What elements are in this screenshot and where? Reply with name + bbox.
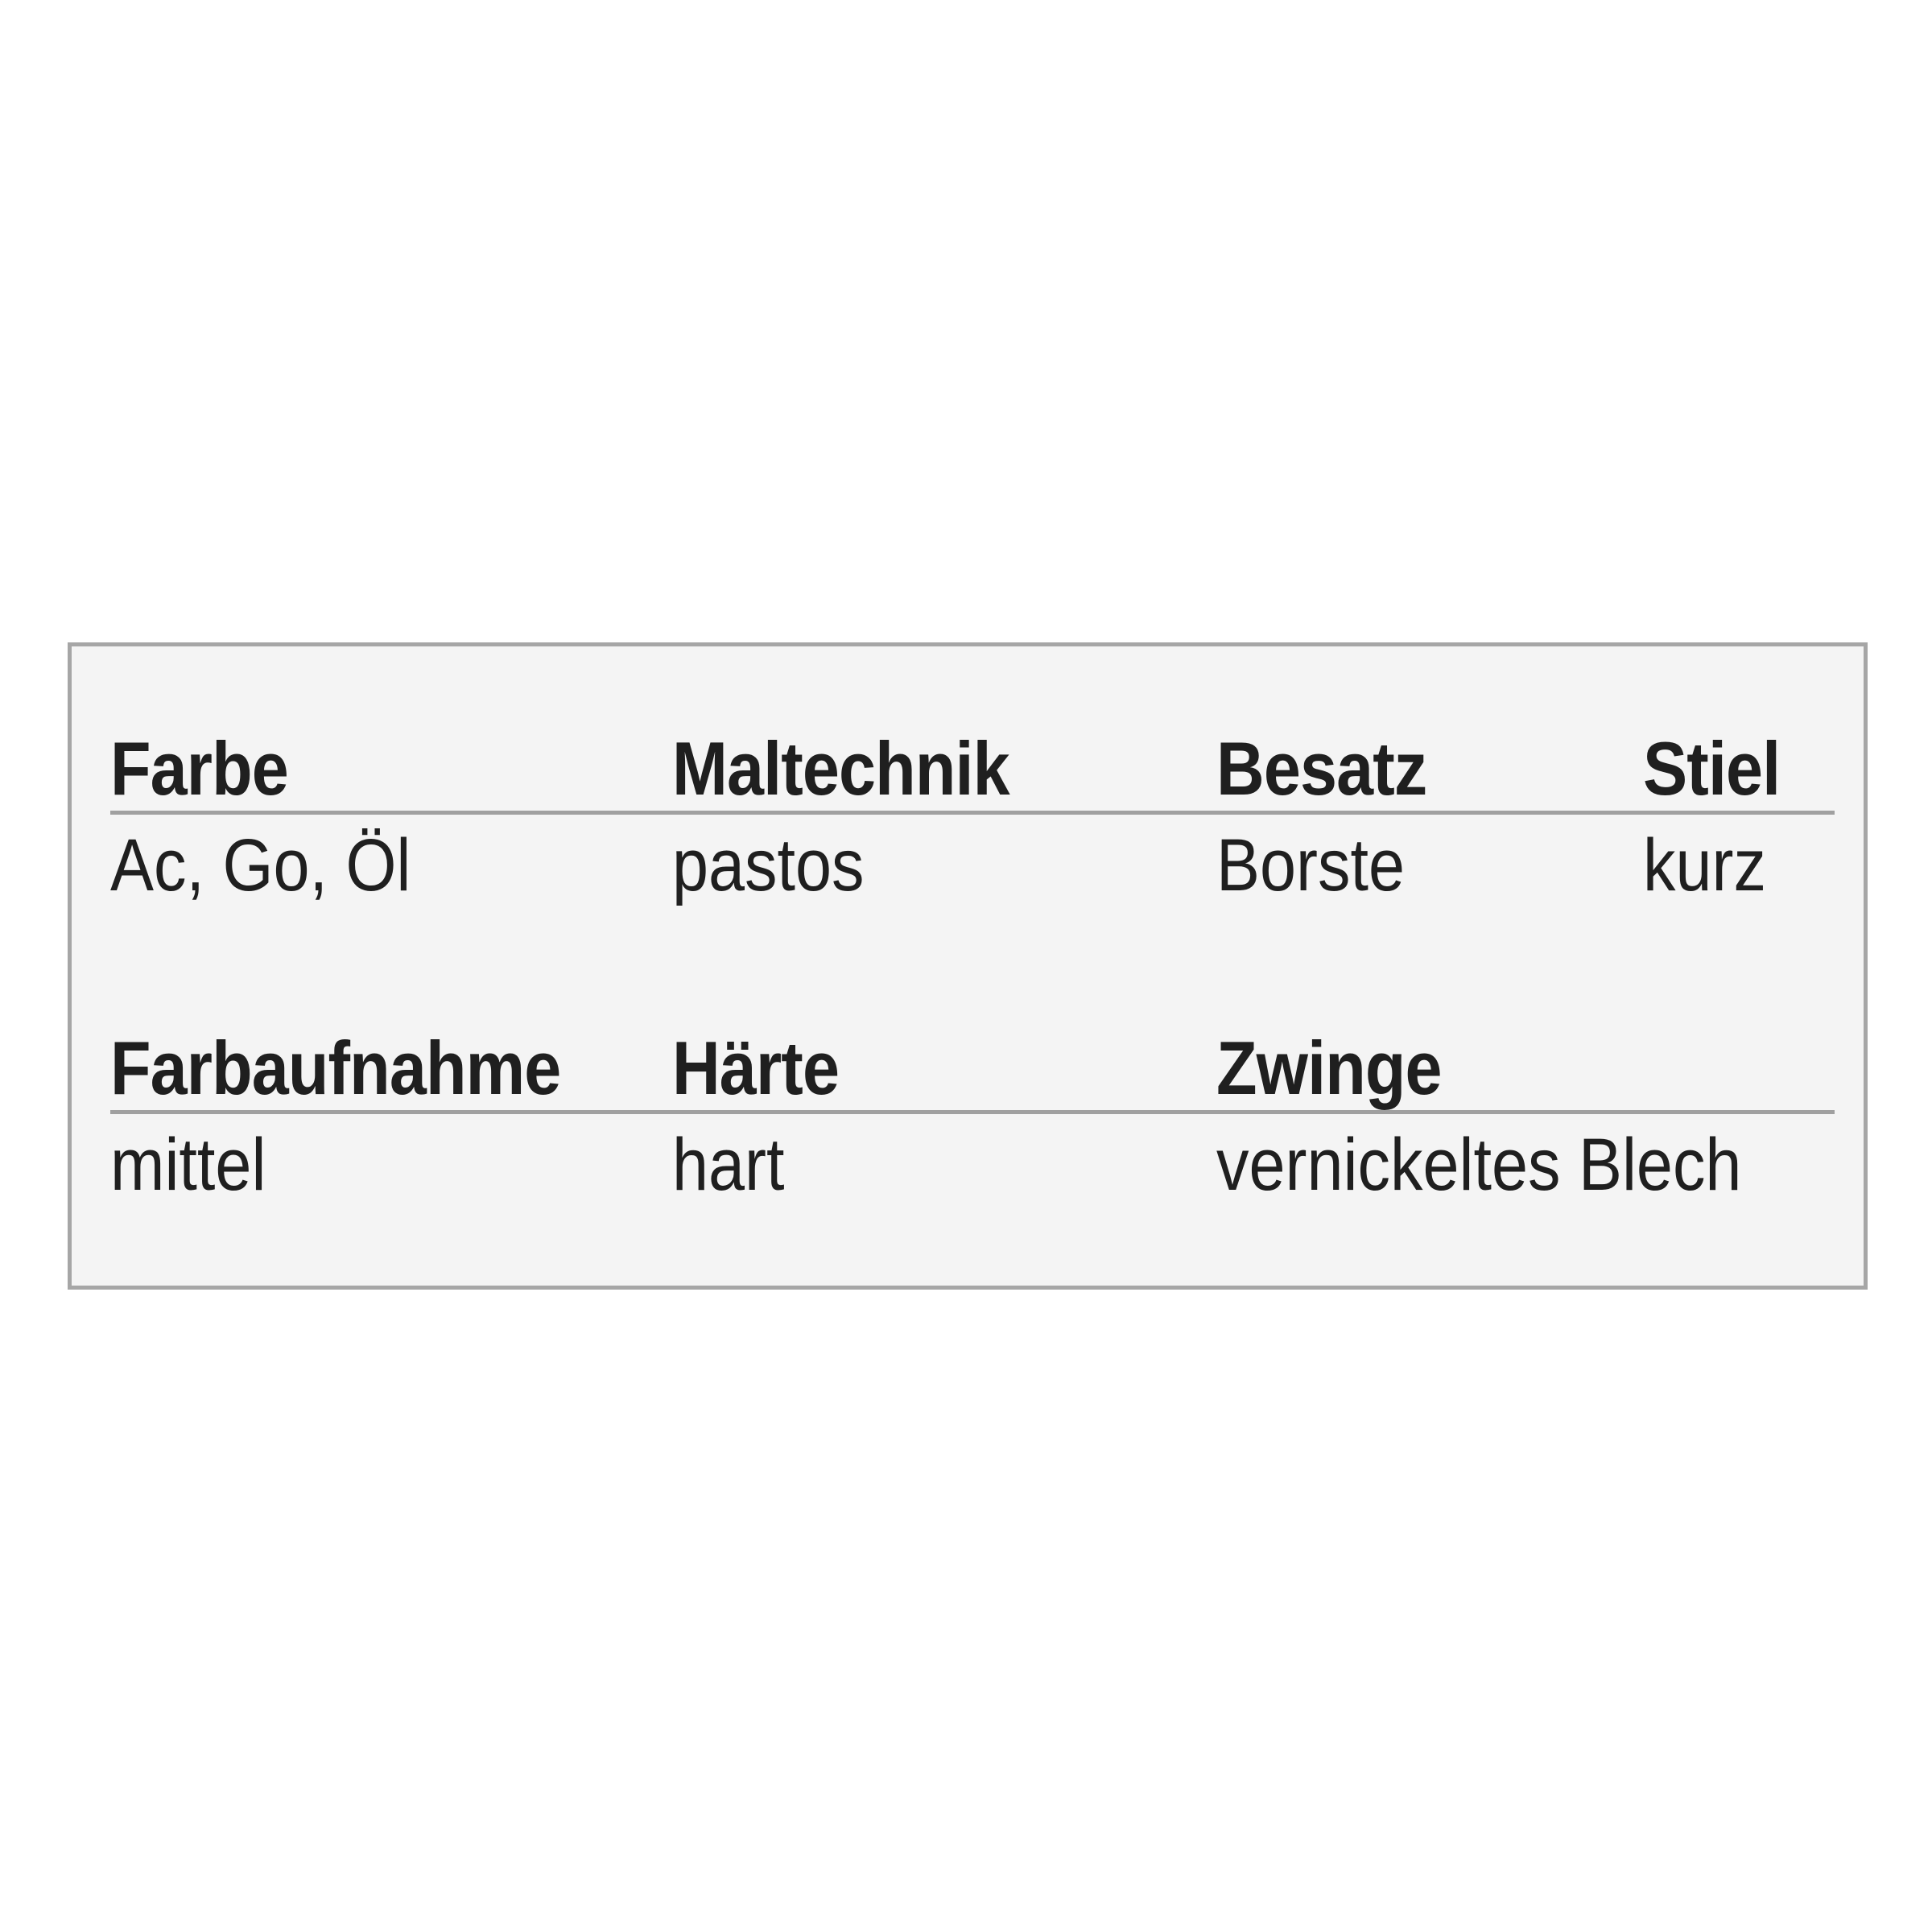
spec-value-row — [110, 1121, 1835, 1209]
header-maltechnik: Maltechnik — [672, 726, 1009, 811]
value-besatz: Borste — [1216, 824, 1405, 906]
value-zwinge: vernickeltes Blech — [1216, 1124, 1742, 1206]
spec-value-row — [110, 821, 1835, 910]
header-farbe: Farbe — [110, 726, 288, 811]
value-haerte: hart — [672, 1124, 785, 1206]
value-maltechnik: pastos — [672, 824, 865, 906]
header-besatz: Besatz — [1216, 726, 1427, 811]
header-zwinge: Zwinge — [1216, 1026, 1442, 1110]
header-farbaufnahme: Farbaufnahme — [110, 1026, 561, 1110]
value-farbe: Ac, Go, Öl — [110, 824, 411, 906]
header-haerte: Härte — [672, 1026, 840, 1110]
header-stiel: Stiel — [1643, 726, 1781, 811]
spec-header-row — [110, 727, 1835, 815]
spec-row-2 — [110, 1026, 1835, 1209]
value-stiel: kurz — [1643, 824, 1766, 906]
spec-panel — [68, 642, 1868, 1290]
value-farbaufnahme: mittel — [110, 1124, 266, 1206]
spec-row-1 — [110, 727, 1835, 910]
spec-header-row — [110, 1026, 1835, 1114]
